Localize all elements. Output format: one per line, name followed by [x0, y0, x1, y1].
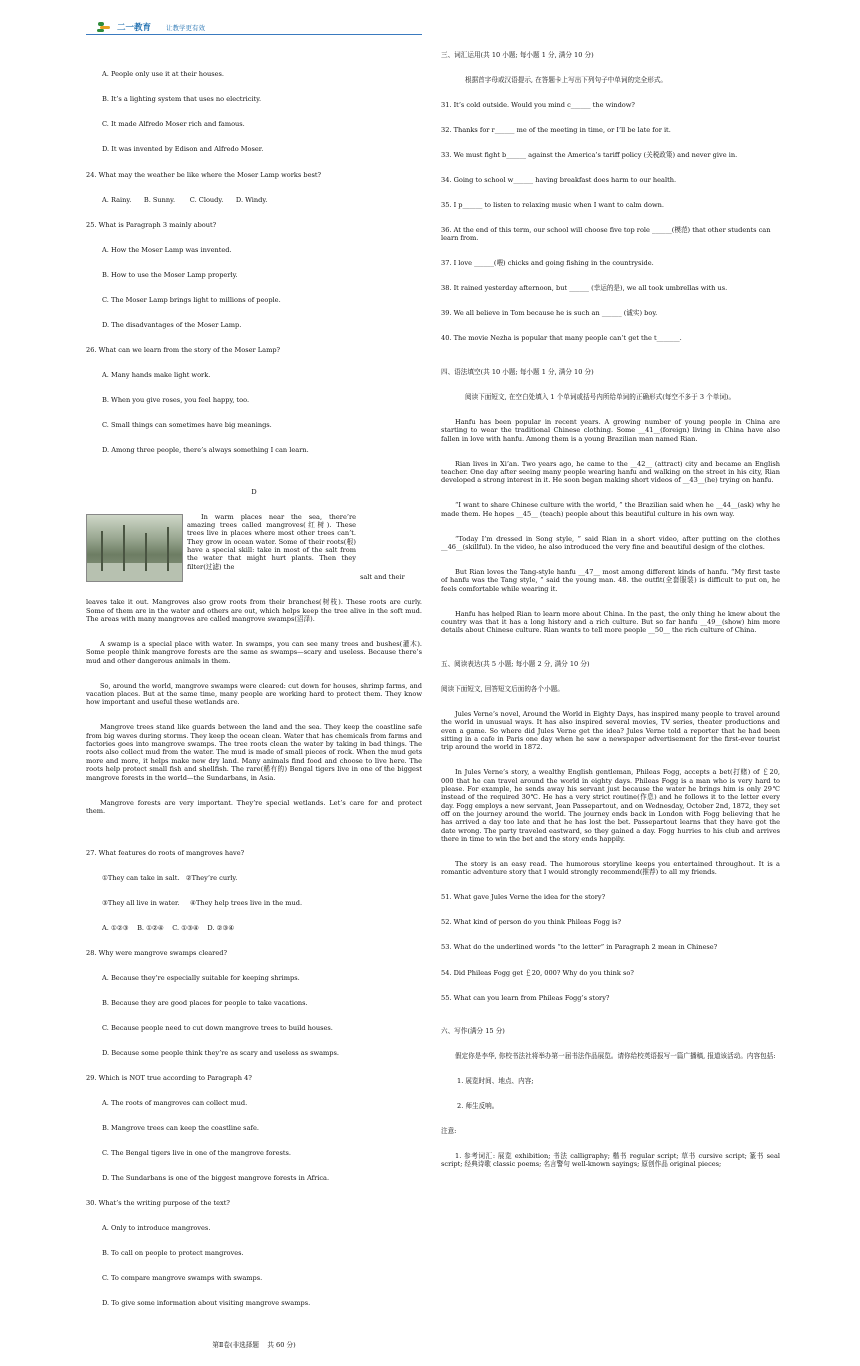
vocab-item: 33. We must fight b______ against the America’s tariff policy (关税政策) and never give in.	[441, 150, 738, 159]
option-line: D. It was invented by Edison and Alfredo Moser.	[102, 145, 264, 154]
option-line: D. The disadvantages of the Moser Lamp.	[102, 320, 242, 329]
option-line: C. To compare mangrove swamps with swamps.	[102, 1274, 263, 1283]
option-line: ③They all live in water. ④They help trees live in the mud.	[102, 898, 303, 907]
question-25: 25. What is Paragraph 3 mainly about?	[86, 220, 217, 229]
option-line: B. Because they are good places for people to take vacations.	[102, 998, 308, 1007]
option-line: A. Rainy. B. Sunny. C. Cloudy. D. Windy.	[102, 195, 268, 204]
option-line: B. How to use the Moser Lamp properly.	[102, 270, 238, 279]
option-line: D. The Sundarbans is one of the biggest mangrove forests in Africa.	[102, 1174, 330, 1182]
option-line: C. The Moser Lamp brings light to millions of people.	[102, 295, 281, 304]
header-slogan: 让教学更有效	[166, 23, 206, 32]
header-divider	[86, 34, 422, 35]
option-line: A. The roots of mangroves can collect mud.	[102, 1098, 248, 1107]
option-line: ①They can take in salt. ②They’re curly.	[102, 873, 238, 882]
option-line: B. To call on people to protect mangroves.	[102, 1249, 244, 1258]
passage-d-para-5: Mangrove forests are very important. They’re special wetlands. Let’s care for and protect them.	[86, 798, 425, 815]
grammar-para: “Today I’m dressed in Song style, ” said Rian in a short video, after putting on the clothes __46__(skillful). In the video, he also introduced the very fine and beautiful design of the clothes.	[441, 534, 783, 551]
logo-runner-icon	[96, 21, 114, 33]
option-line: A. How the Moser Lamp was invented.	[102, 245, 232, 254]
section-4-title: 四、语法填空(共 10 小题; 每小题 1 分, 满分 10 分)	[441, 367, 594, 376]
question-26: 26. What can we learn from the story of the Moser Lamp?	[86, 345, 281, 354]
passage-d-para-2: A swamp is a special place with water. In swamps, you can see many trees and bushes(灌木). Some people think mangrove forests are the same as swamps—scary and useless. Because there’s mud and other dangerous animals in them.	[86, 640, 425, 665]
question-28: 28. Why were mangrove swamps cleared?	[86, 948, 227, 957]
question-30: 30. What’s the writing purpose of the text?	[86, 1199, 230, 1208]
vocab-item: 37. I love ______(喂) chicks and going fishing in the countryside.	[441, 259, 654, 268]
option-line: B. It’s a lighting system that uses no electricity.	[102, 95, 262, 104]
reading-para: The story is an easy read. The humorous storyline keeps you entertained throughout. It is a romantic adventure story that I would strongly recommend(推荐) to all my friends.	[441, 860, 783, 877]
writing-note: 1. 参考词汇: 展览 exhibition; 书法 calligraphy; 楷书 regular script; 草书 cursive script; 篆书 seal script; 经典诗歌 classic poems; 名言警句 well-known sayings; 原创作品 original pieces;	[441, 1152, 783, 1169]
writing-note-title: 注意:	[441, 1127, 457, 1136]
right-column	[441, 34, 783, 1185]
left-bottom-questions	[86, 832, 422, 1324]
left-column	[86, 37, 425, 1366]
grammar-para: Hanfu has helped Rian to learn more about China. In the past, the only thing he knew about the country was that it has a long history and a rich culture. But so far hanfu __49__(show) him more details about Chinese culture. Rian wants to tell more people __50__ the rich culture of China.	[441, 609, 783, 635]
section-3-title: 三、词汇运用(共 10 小题; 每小题 1 分, 满分 10 分)	[441, 50, 594, 59]
vocab-item: 34. Going to school w______ having breakfast does harm to our health.	[441, 175, 677, 184]
question-29: 29. Which is NOT true according to Paragraph 4?	[86, 1073, 252, 1082]
reading-para: In Jules Verne’s story, a wealthy English gentleman, Phileas Fogg, accepts a bet(打赌) of ￡20, 000 that he can travel around the world in eighty days. Phileas Fogg is a man who is very hard to please. For example, he sends away his servant just because the water he brings him is only 29℃ instead of the required 30℃. He has a very strict routine(作息) and he follows it to the letter every day. Fogg employs a new servant, Jean Passepartout, and on Wednesday, October 2nd, 1872, they set off on the journey around the world. The journey ends back in London with Fogg believing that he has arrived a day too late and that he has lost the bet. Passepartout learns that they have got the date wrong. The party traveled eastward, so they gained a day. Fogg hurries to his club and arrives there in time to win the bet and the story ends happily.	[441, 768, 783, 843]
passage-d-para-1: In warm places near the sea, there’re amazing trees called mangroves(红树). These trees live in places where most other trees can’t. They grow in ocean water. Some of their roots(根) have a special skill: take in most of the salt from the water that might hurt plants. Then they filter(过滤) the	[187, 512, 359, 571]
section-6-instructions: 假定你是李华, 你校书法社将举办第一届书法作品展览。请你给校英语报写一篇广播稿, 报道该活动。内容包括:	[455, 1051, 776, 1060]
mangrove-photo	[86, 514, 183, 582]
passage-d-side	[360, 513, 422, 582]
logo-text: 二一教育	[117, 23, 152, 33]
reading-question: 53. What do the underlined words “to the letter” in Paragraph 2 mean in Chinese?	[441, 943, 718, 952]
vocab-item: 31. It’s cold outside. Would you mind c______ the window?	[441, 100, 635, 109]
vocab-item: 35. I p______ to listen to relaxing music when I want to calm down.	[441, 200, 664, 209]
option-line: D. To give some information about visiting mangrove swamps.	[102, 1299, 311, 1308]
question-24: 24. What may the weather be like where the Moser Lamp works best?	[86, 170, 322, 179]
passage-d-para-4: Mangrove trees stand like guards between the land and the sea. They keep the coastline safe from big waves during storms. They keep the ocean clean. Water that has chemicals from farms and factories goes into mangrove swamps. The tree roots clean the water by taking in bad things. The roots also collect mud from the water. The mud is made of small pieces of rock. When the mud gets more and more, it helps make new dry land. Many animals find food and choose to live here. The roots help protect small fish and shellfish. The rare(稀有的) Bengal tigers live in one of the biggest mangrove forests in the world—the Sundarbans, in Asia.	[86, 723, 425, 782]
passage-d-intro	[86, 513, 422, 582]
grammar-para: “I want to share Chinese culture with the world, ” the Brazilian said when he __44__(ask) why he made them. He hopes __45__ (teach) people about this beautiful culture in his own way.	[441, 501, 783, 518]
passage-d-para-1-cont: leaves take it out. Mangroves also grow roots from their branches(树枝). These roots are curly. Some of them are in the water and others are out, which helps keep the tree alive in the soft mud. The areas with many mangroves are called mangrove swamps(沼泽).	[86, 598, 425, 623]
vocab-item: 38. It rained yesterday afternoon, but ______ (幸运的是), we all took umbrellas with us.	[441, 284, 728, 293]
option-line: A. Because they’re especially suitable for keeping shrimps.	[102, 973, 300, 982]
section-5-title: 五、阅读表达(共 5 小题; 每小题 2 分, 满分 10 分)	[441, 659, 590, 668]
reading-question: 52. What kind of person do you think Phileas Fogg is?	[441, 918, 622, 927]
grammar-para: Hanfu has been popular in recent years. A growing number of young people in China are starting to wear the traditional Chinese clothing. Some __41__(foreign) living in China have also fallen in love with hanfu. Among them is a young Brazilian man named Rian.	[441, 417, 783, 443]
reading-question: 51. What gave Jules Verne the idea for the story?	[441, 893, 606, 902]
option-line: B. When you give roses, you feel happy, too.	[102, 395, 250, 404]
option-line: A. Only to introduce mangroves.	[102, 1224, 211, 1233]
section-6-title: 六、写作(满分 15 分)	[441, 1026, 505, 1035]
section-3-instructions: 根据首字母或汉语提示, 在答题卡上写出下列句子中单词的完全形式。	[465, 75, 668, 84]
option-line: C. Small things can sometimes have big meanings.	[102, 420, 272, 429]
option-line: C. Because people need to cut down mangrove trees to build houses.	[102, 1023, 333, 1032]
option-line: D. Among three people, there’s always something I can learn.	[102, 445, 309, 454]
option-line: D. Because some people think they’re as scary and useless as swamps.	[102, 1048, 339, 1057]
option-line: C. The Bengal tigers live in one of the mangrove forests.	[102, 1148, 291, 1157]
vocab-item: 40. The movie Nezha is popular that many people can’t get the t_______.	[441, 334, 682, 343]
reading-question: 55. What can you learn from Phileas Fogg’s story?	[441, 993, 610, 1002]
vocab-item: 32. Thanks for r______ me of the meeting in time, or I’ll be late for it.	[441, 125, 671, 134]
option-line: A. ①②③ B. ①②④ C. ①③④ D. ②③④	[102, 923, 235, 932]
grammar-para: Rian lives in Xi’an. Two years ago, he came to the __42__ (attract) city and became an English teacher. One day after seeing many people wearing hanfu and walking on the street in his city, Rian developed a strong interest in it. He soon began making short videos of __43__(he) trying on hanfu.	[441, 459, 783, 485]
passage-d-para-3: So, around the world, mangrove swamps were cleared: cut down for houses, shrimp farms, and vacation places. But at the same time, many people are working hard to protect them. They know how important and useful these wetlands are.	[86, 681, 425, 707]
section-4-instructions: 阅读下面短文, 在空白处填入 1 个单词或括号内所给单词的正确形式(每空不多于 3 个单词)。	[465, 392, 736, 401]
option-line: C. It made Alfredo Moser rich and famous.	[102, 120, 245, 129]
writing-point: 2. 师生反响。	[457, 1102, 499, 1110]
vocab-item: 36. At the end of this term, our school will choose five top role ______(模范) that other students can learn from.	[441, 225, 773, 243]
reading-question: 54. Did Phileas Fogg get ￡20, 000? Why do you think so?	[441, 968, 634, 977]
passage-d-side-text: salt and their	[360, 573, 405, 582]
reading-para: Jules Verne’s novel, Around the World in Eighty Days, has inspired many people to travel around the world in unusual ways. It has also inspired several movies, TV series, theater productions and even a game. So where did Jules Verne get the idea? Jules Verne told a reporter that he had been sitting in a cafe in Paris one day when he saw a newspaper advertisement for the first-ever tourist trip around the world in 1872.	[441, 709, 783, 752]
grammar-para: But Rian loves the Tang-style hanfu __47__ most among different kinds of hanfu. “My first taste of hanfu was the Tang style, ” said the young man. 48. the outfit(全套服装) is difficult to put on, he feels comfortable while wearing it.	[441, 568, 783, 593]
passage-d-label: D	[251, 487, 257, 496]
header-logo	[96, 21, 205, 33]
writing-point: 1. 展览时间、地点、内容;	[457, 1076, 534, 1085]
option-line: A. Many hands make light work.	[102, 370, 211, 379]
question-27: 27. What features do roots of mangroves have?	[86, 848, 245, 857]
left-top-questions	[86, 54, 422, 471]
option-line: B. Mangrove trees can keep the coastline safe.	[102, 1123, 259, 1132]
vocab-item: 39. We all believe in Tom because he is such an ______ (诚实) boy.	[441, 309, 658, 318]
section-footer: 第Ⅱ卷(非选择题 共 60 分)	[212, 1340, 296, 1349]
section-5-instructions: 阅读下面短文, 回答短文后面的各个小题。	[441, 684, 564, 693]
option-line: A. People only use it at their houses.	[102, 70, 224, 79]
